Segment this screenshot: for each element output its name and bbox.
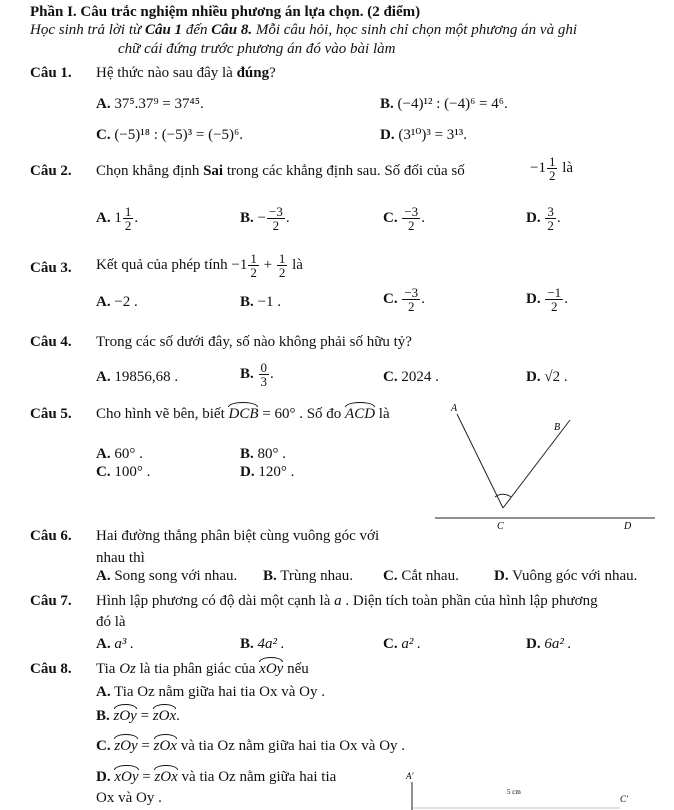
point-a-label: A (451, 403, 458, 414)
q1-option-c[interactable]: C. (−5)¹⁸ : (−5)³ = (−5)⁶. (96, 127, 244, 143)
q7-option-a[interactable]: A. a³ . (96, 636, 134, 652)
q8-stem: Tia Oz là tia phân giác của xOy nếu (96, 657, 309, 678)
q8-figure (400, 768, 660, 810)
q4-number: Câu 4. (30, 334, 72, 350)
q1-option-b[interactable]: B. (−4)¹² : (−4)⁶ = 4⁶. (380, 96, 508, 112)
q1-option-a[interactable]: A. 37⁵.37⁹ = 37⁴⁵. (96, 96, 204, 112)
q5-option-d[interactable]: D. 120° . (240, 464, 295, 480)
q8-option-c[interactable]: C. zOy = zOx và tia Oz nằm giữa hai tia Ox và Oy . (96, 734, 405, 755)
q2-option-d[interactable]: D. $\frac{3}{2}$ . (526, 204, 561, 233)
q6-option-c[interactable]: C. Cắt nhau. (383, 568, 459, 584)
point-d-label: D (624, 521, 632, 532)
length-label: 5 cm (507, 788, 521, 796)
q6-stem: Hai đường thẳng phân biệt cùng vuông góc với (96, 528, 380, 544)
q2-option-b[interactable]: B. − $\frac{-3}{2}$ . (240, 204, 290, 233)
q6-option-d[interactable]: D. Vuông góc với nhau. (494, 568, 638, 584)
q6-stem-2: nhau thì (96, 550, 145, 566)
q8-number: Câu 8. (30, 661, 72, 677)
q3-stem: Kết quả của phép tính −1 $\frac{1}{2}$ + $\frac{1}{2}$ là (96, 251, 303, 280)
q5-option-b[interactable]: B. 80° . (240, 446, 287, 462)
q4-option-c[interactable]: C. 2024 . (383, 369, 439, 385)
section-title: Phần I. Câu trắc nghiệm nhiều phương án lựa chọn. (2 điểm) (30, 4, 421, 20)
q2-stem: Chọn khẳng định Sai trong các khẳng định sau. Số đối của số (96, 163, 465, 179)
q4-stem: Trong các số dưới đây, số nào không phải số hữu tỷ? (96, 334, 412, 350)
q1-stem: Hệ thức nào sau đây là đúng? (96, 65, 276, 81)
q5-figure (435, 398, 665, 538)
q5-number: Câu 5. (30, 406, 72, 422)
q4-option-d[interactable]: D. √2 . (526, 369, 568, 385)
q8-option-a[interactable]: A. Tia Oz nằm giữa hai tia Ox và Oy . (96, 684, 325, 700)
q2-mixed-number: −1 $\frac{1}{2}$ là (530, 154, 574, 183)
point-a-prime-label: A' (406, 771, 414, 781)
q5-stem: Cho hình vẽ bên, biết DCB = 60° . Số đo ACD là (96, 402, 390, 423)
q7-stem: Hình lập phương có độ dài một cạnh là a . Diện tích toàn phần của hình lập phương (96, 593, 598, 609)
q8-option-d-line-2: Ox và Oy . (96, 790, 162, 806)
q8-option-d[interactable]: D. xOy = zOx và tia Oz nằm giữa hai tia (96, 765, 336, 786)
q1-number: Câu 1. (30, 65, 72, 81)
q7-option-d[interactable]: D. 6a² . (526, 636, 572, 652)
q2-number: Câu 2. (30, 163, 72, 179)
ray-cb (503, 420, 570, 508)
instruction-line-2: chữ cái đứng trước phương án đó vào bài làm (118, 41, 396, 57)
point-c-label: C (497, 521, 504, 532)
q4-option-a[interactable]: A. 19856,68 . (96, 369, 179, 385)
q6-number: Câu 6. (30, 528, 72, 544)
point-c-prime-label: C' (620, 794, 628, 804)
q3-option-c[interactable]: C. $\frac{-3}{2}$ . (383, 285, 425, 314)
q8-option-b[interactable]: B. zOy = zOx. (96, 704, 180, 725)
q3-option-d[interactable]: D. $\frac{-1}{2}$ . (526, 285, 568, 314)
q1-option-d[interactable]: D. (3¹⁰)³ = 3¹³. (380, 127, 468, 143)
q7-option-c[interactable]: C. a² . (383, 636, 421, 652)
point-b-label: B (554, 422, 561, 433)
q5-option-c[interactable]: C. 100° . (96, 464, 151, 480)
instruction-line-1: Học sinh trả lời từ Câu 1 đến Câu 8. Mỗi câu hỏi, học sinh chỉ chọn một phương án và ghi (30, 22, 577, 38)
q6-option-a[interactable]: A. Song song với nhau. (96, 568, 238, 584)
q3-number: Câu 3. (30, 260, 72, 276)
q7-option-b[interactable]: B. 4a² . (240, 636, 285, 652)
q5-option-a[interactable]: A. 60° . (96, 446, 143, 462)
q3-option-b[interactable]: B. −1 . (240, 294, 281, 310)
q7-number: Câu 7. (30, 593, 72, 609)
ray-ca (457, 414, 503, 508)
q2-option-a[interactable]: A. 1 $\frac{1}{2}$ . (96, 204, 139, 233)
q3-option-a[interactable]: A. −2 . (96, 294, 138, 310)
q7-stem-2: đó là (96, 614, 126, 630)
q4-option-b[interactable]: B. $\frac{0}{3}$ . (240, 360, 274, 389)
q6-option-b[interactable]: B. Trùng nhau. (263, 568, 354, 584)
q2-option-c[interactable]: C. $\frac{-3}{2}$ . (383, 204, 425, 233)
